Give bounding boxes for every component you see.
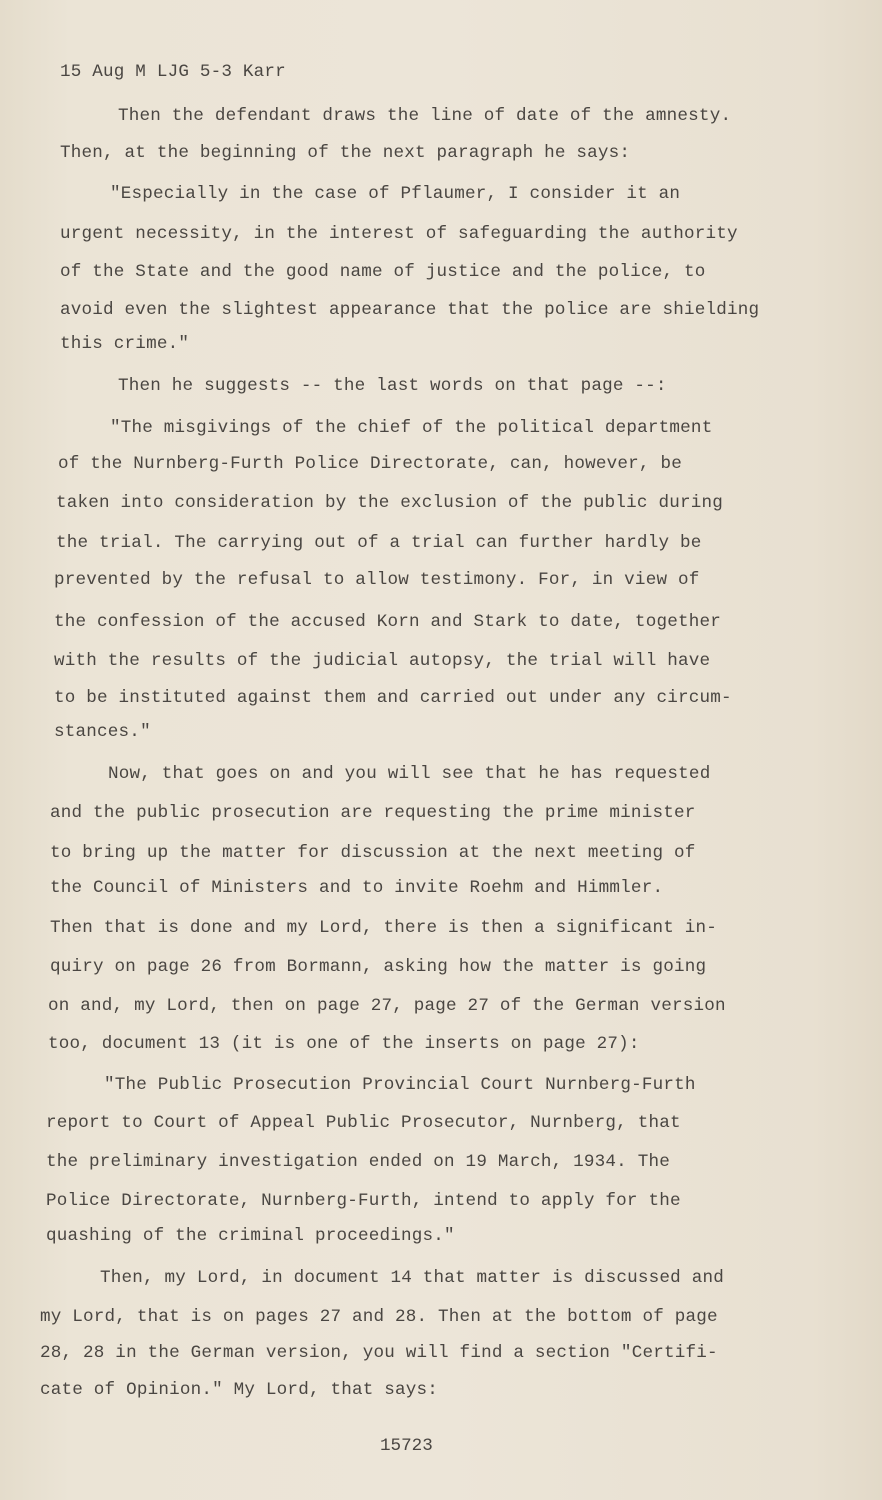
text-line: Then that is done and my Lord, there is then a significant in- bbox=[50, 918, 717, 938]
text-line: Police Directorate, Nurnberg-Furth, intend to apply for the bbox=[46, 1191, 681, 1211]
text-line: "The misgivings of the chief of the political department bbox=[110, 418, 713, 438]
text-line: quiry on page 26 from Bormann, asking how the matter is going bbox=[50, 957, 707, 977]
text-line: stances." bbox=[54, 722, 151, 742]
text-line: report to Court of Appeal Public Prosecutor, Nurnberg, that bbox=[46, 1113, 681, 1133]
text-line: Then, at the beginning of the next paragraph he says: bbox=[60, 143, 631, 163]
text-line: Now, that goes on and you will see that he has requested bbox=[108, 764, 711, 784]
text-line: to be instituted against them and carried out under any circum- bbox=[54, 688, 732, 708]
text-line: the trial. The carrying out of a trial can further hardly be bbox=[56, 533, 702, 553]
text-line: Then, my Lord, in document 14 that matter is discussed and bbox=[100, 1268, 724, 1288]
text-line: the preliminary investigation ended on 19 March, 1934. The bbox=[46, 1152, 670, 1172]
document-header: 15 Aug M LJG 5-3 Karr bbox=[60, 62, 286, 82]
text-line: of the Nurnberg-Furth Police Directorate, can, however, be bbox=[58, 454, 682, 474]
text-line: avoid even the slightest appearance that the police are shielding bbox=[60, 300, 760, 320]
text-line: with the results of the judicial autopsy, the trial will have bbox=[54, 651, 711, 671]
text-line: 28, 28 in the German version, you will find a section "Certifi- bbox=[40, 1343, 718, 1363]
text-line: this crime." bbox=[60, 334, 190, 354]
text-line: of the State and the good name of justice and the police, to bbox=[60, 262, 706, 282]
text-line: Then the defendant draws the line of date of the amnesty. bbox=[118, 106, 732, 126]
page-number: 15723 bbox=[380, 1436, 433, 1456]
text-line: quashing of the criminal proceedings." bbox=[46, 1226, 455, 1246]
text-line: taken into consideration by the exclusion of the public during bbox=[56, 493, 723, 513]
text-line: the Council of Ministers and to invite Roehm and Himmler. bbox=[50, 878, 664, 898]
text-line: to bring up the matter for discussion at the next meeting of bbox=[50, 843, 696, 863]
text-line: prevented by the refusal to allow testimony. For, in view of bbox=[54, 570, 700, 590]
text-line: "The Public Prosecution Provincial Court Nurnberg-Furth bbox=[104, 1075, 696, 1095]
text-line: and the public prosecution are requesting the prime minister bbox=[50, 803, 696, 823]
text-line: Then he suggests -- the last words on that page --: bbox=[118, 376, 667, 396]
text-line: on and, my Lord, then on page 27, page 27 of the German version bbox=[48, 996, 726, 1016]
text-line: too, document 13 (it is one of the inserts on page 27): bbox=[48, 1034, 640, 1054]
text-line: cate of Opinion." My Lord, that says: bbox=[40, 1380, 439, 1400]
text-line: urgent necessity, in the interest of safeguarding the authority bbox=[60, 224, 738, 244]
text-line: the confession of the accused Korn and Stark to date, together bbox=[54, 612, 721, 632]
text-line: "Especially in the case of Pflaumer, I consider it an bbox=[110, 184, 681, 204]
text-line: my Lord, that is on pages 27 and 28. Then at the bottom of page bbox=[40, 1307, 718, 1327]
